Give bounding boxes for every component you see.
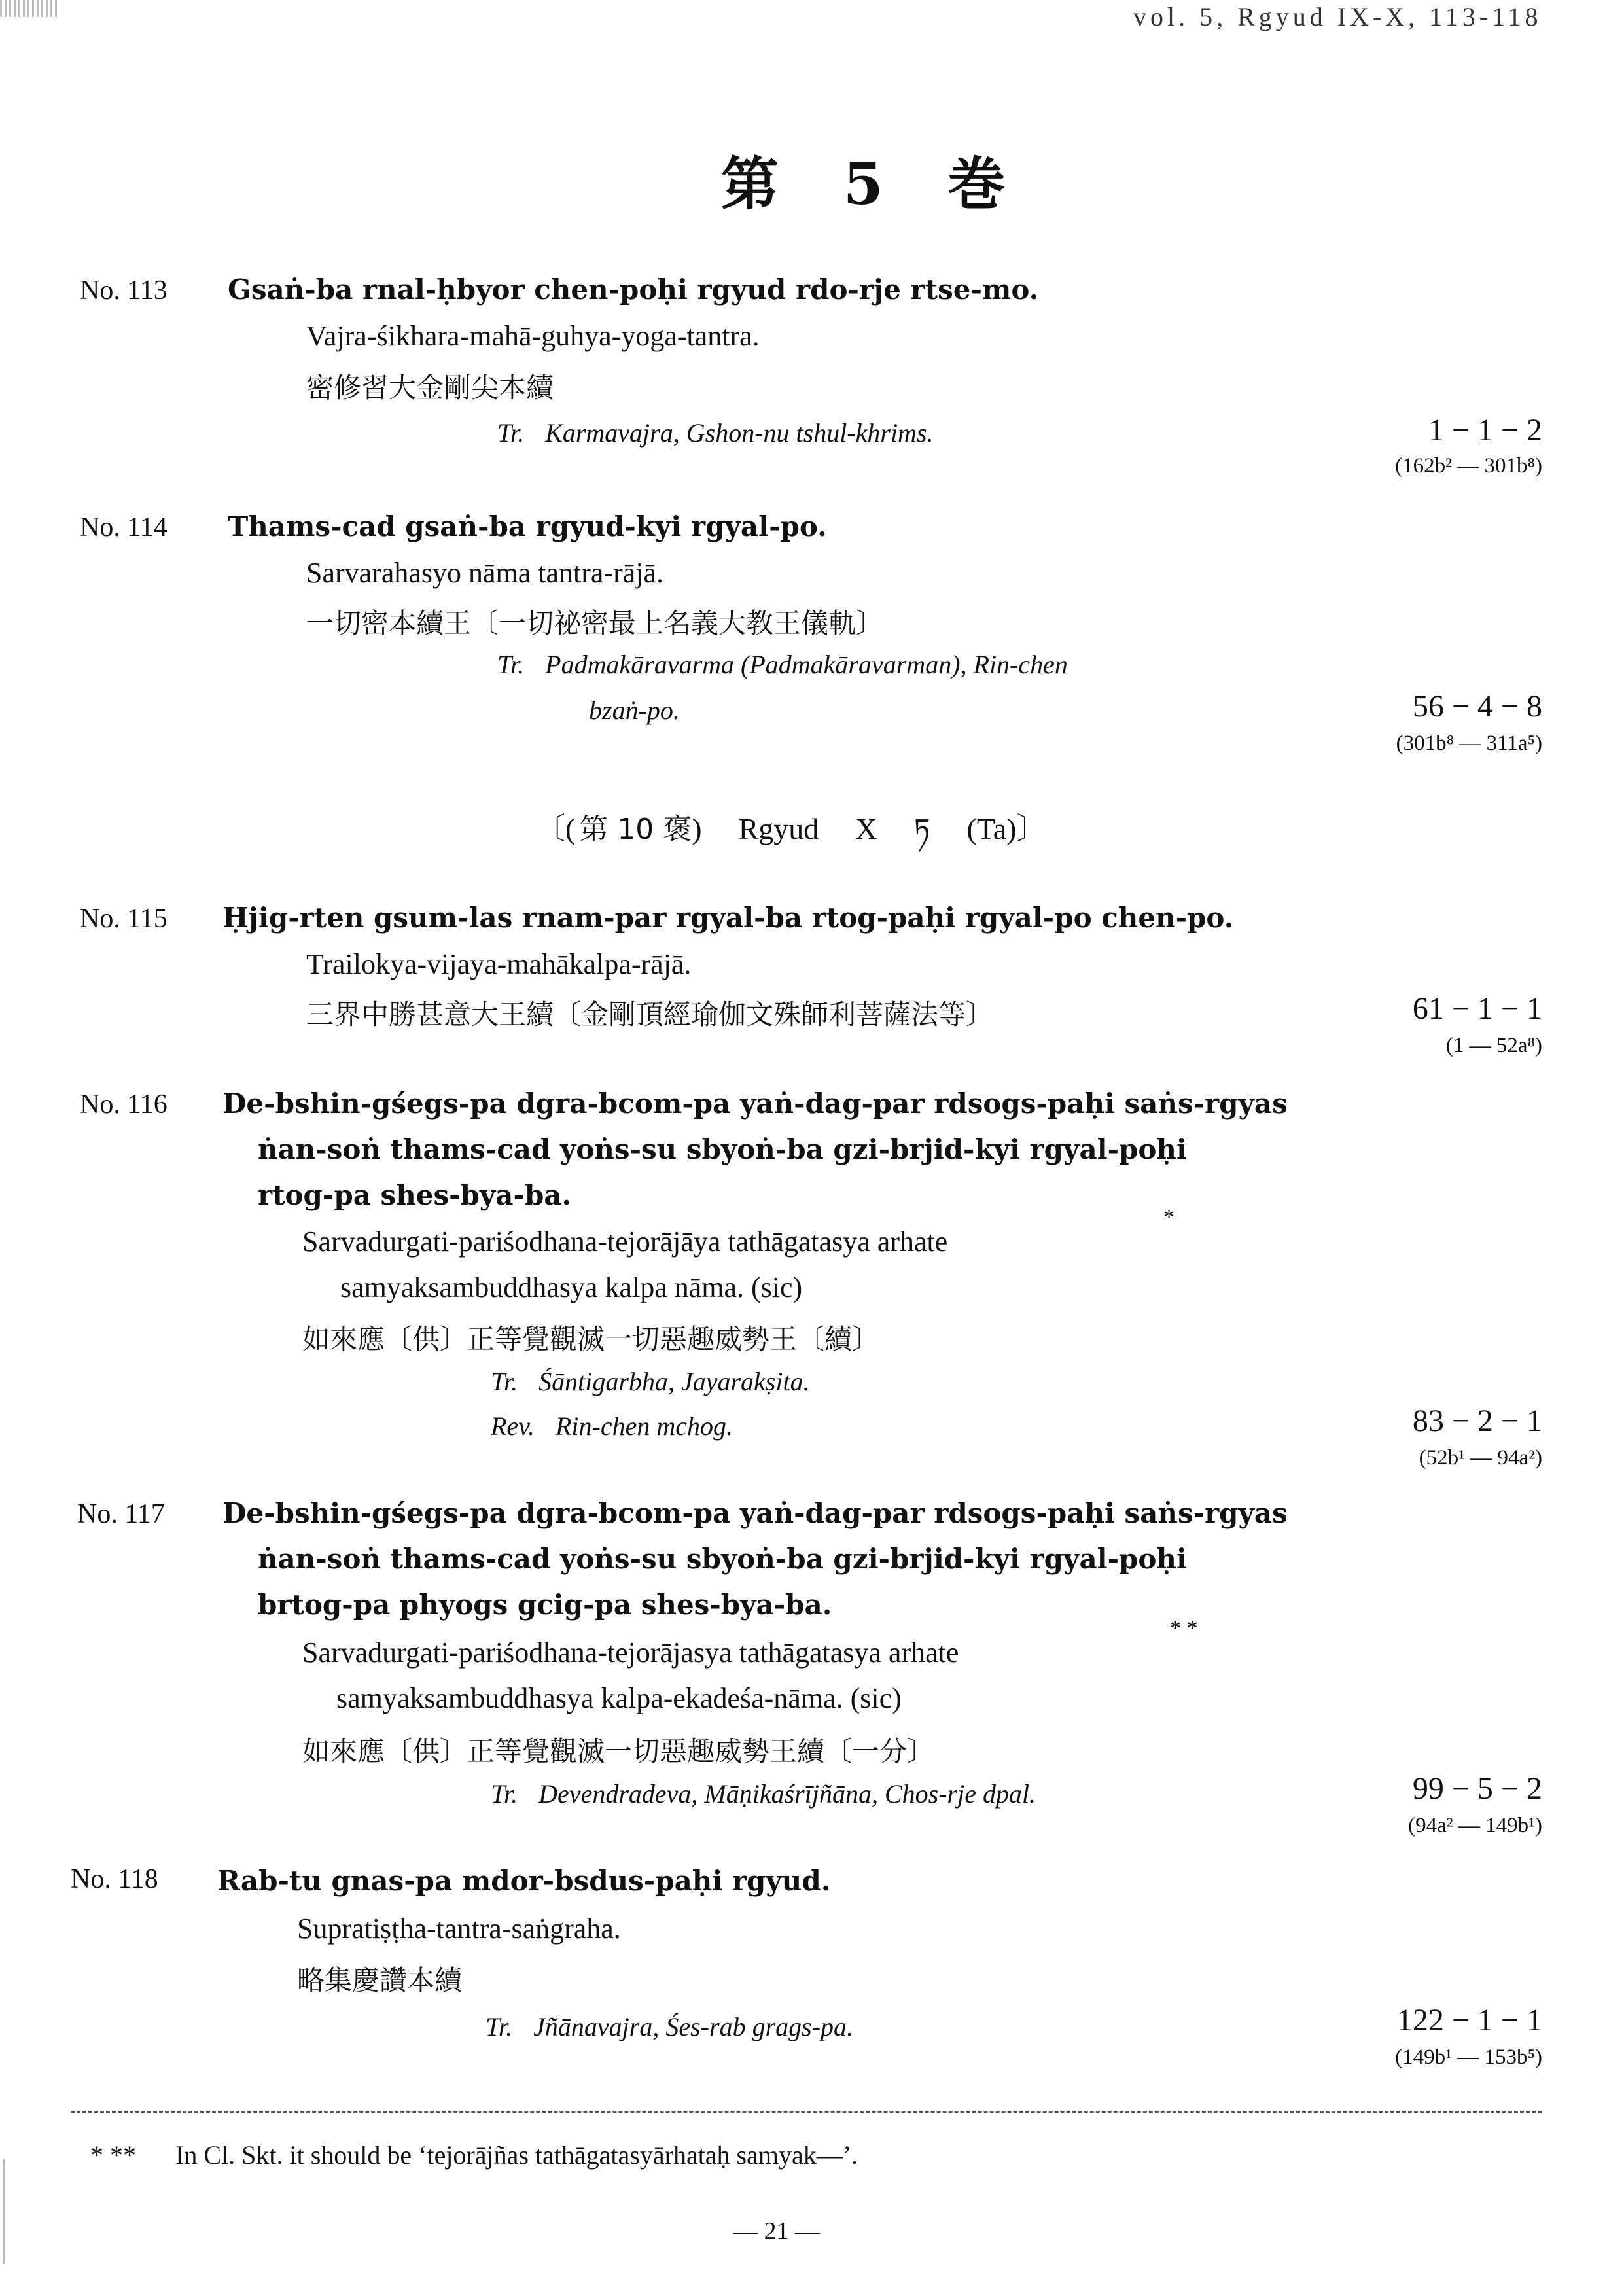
translator-names: Karmavajra, Gshon-nu tshul-khrims. — [545, 418, 934, 448]
reviser-name: Rin-chen mchog. — [555, 1411, 733, 1441]
entry-folio: (149b¹ — 153b⁵) — [1395, 2045, 1542, 2069]
entry-reference: 83 − 2 − 1 — [1412, 1404, 1542, 1438]
entry-chinese-title: 密修習大金剛尖本續 — [306, 372, 554, 404]
entry-reference: 99 − 5 − 2 — [1412, 1771, 1542, 1806]
entry-sanskrit-title: Supratiṣṭha-tantra-saṅgraha. — [297, 1913, 621, 1945]
entry-reference: 1 − 1 − 2 — [1428, 413, 1542, 448]
margin-artifact — [3, 2159, 5, 2264]
footnote-rule — [71, 2111, 1542, 2113]
entry-reference: 56 − 4 − 8 — [1412, 689, 1542, 724]
entry-sanskrit-title: Sarvadurgati-pariśodhana-tejorājāya tathāgatasya arhate — [302, 1226, 948, 1258]
entry-folio: (94a² — 149b¹) — [1408, 1814, 1542, 1837]
translator-prefix: Tr. — [491, 1779, 518, 1809]
entry-tibetan-title-continued: ṅan-soṅ thams-cad yoṅs-su sbyoṅ-ba gzi-brjid-kyi rgyal-poḥi — [258, 1133, 1187, 1165]
running-header: vol. 5, Rgyud IX-X, 113-118 — [1133, 2, 1542, 31]
translator-prefix: Tr. — [497, 418, 525, 448]
entry-sanskrit-title: Sarvadurgati-pariśodhana-tejorājasya tathāgatasya arhate — [302, 1636, 959, 1669]
page-number: — 21 — — [733, 2217, 820, 2245]
section-bracket-open: 〔( — [535, 812, 576, 845]
entry-reference: 61 − 1 − 1 — [1412, 991, 1542, 1026]
entry-number: No. 118 — [71, 1864, 158, 1894]
entry-number: No. 115 — [80, 904, 168, 934]
section-tibetan-letter: ཏ — [913, 813, 930, 846]
entry-chinese-title: 如來應〔供〕正等覺觀滅一切惡趣威勢王續〔一分〕 — [302, 1735, 935, 1767]
entry-tibetan-title-continued: ṅan-soṅ thams-cad yoṅs-su sbyoṅ-ba gzi-brjid-kyi rgyal-poḥi — [258, 1543, 1187, 1575]
entry-chinese-title: 三界中勝甚意大王續〔金剛頂經瑜伽文殊師利菩薩法等〕 — [306, 998, 994, 1031]
section-letter-name: (Ta) — [966, 812, 1017, 845]
entry-folio: (301b⁸ — 311a⁵) — [1396, 732, 1542, 755]
entry-translators — [491, 1778, 1036, 1809]
entry-reviser — [491, 1411, 733, 1441]
entry-tibetan-title: Ḥjig-rten gsum-las rnam-par rgyal-ba rtog-paḥi rgyal-po chen-po. — [222, 902, 1234, 934]
entry-sanskrit-title: Trailokya-vijaya-mahākalpa-rājā. — [306, 948, 692, 980]
translator-prefix: Tr. — [491, 1367, 518, 1396]
entry-sanskrit-title-continued: samyaksambuddhasya kalpa-ekadeśa-nāma. (sic) — [336, 1682, 902, 1714]
entry-number: No. 114 — [80, 512, 168, 542]
entry-folio: (162b² — 301b⁸) — [1395, 454, 1542, 478]
entry-translators — [485, 2011, 853, 2042]
entry-tibetan-title: De-bshin-gśegs-pa dgra-bcom-pa yaṅ-dag-par rdsogs-paḥi saṅs-rgyas — [222, 1087, 1288, 1120]
translator-names: Padmakāravarma (Padmakāravarman), Rin-chen — [545, 650, 1068, 679]
section-bracket-close: 〕 — [1016, 812, 1047, 845]
footnote-mark: * — [1163, 1205, 1174, 1229]
entry-sanskrit-title: Sarvarahasyo nāma tantra-rājā. — [306, 557, 664, 589]
entry-folio: (52b¹ — 94a²) — [1419, 1446, 1542, 1470]
entry-translators — [491, 1366, 810, 1397]
section-volume-cjk: 第 10 褒 — [579, 813, 692, 846]
entry-number: No. 113 — [80, 275, 168, 306]
entry-number: No. 116 — [80, 1089, 168, 1120]
entry-translators-continued: bzaṅ-po. — [589, 696, 680, 725]
footnote-text: In Cl. Skt. it should be ‘tejorājñas tathāgatasyārhataḥ samyak—’. — [175, 2140, 858, 2170]
translator-names: Śāntigarbha, Jayarakṣita. — [538, 1367, 810, 1396]
entry-tibetan-title-continued: brtog-pa phyogs gcig-pa shes-bya-ba. — [258, 1589, 832, 1621]
entry-sanskrit-title: Vajra-śikhara-mahā-guhya-yoga-tantra. — [306, 320, 760, 352]
translator-prefix: Tr. — [485, 2012, 513, 2041]
entry-chinese-title: 如來應〔供〕正等覺觀滅一切惡趣威勢王〔續〕 — [302, 1323, 880, 1355]
entry-chinese-title: 略集慶讚本續 — [297, 1964, 463, 1996]
entry-translators — [497, 649, 1068, 680]
entry-tibetan-title-continued: rtog-pa shes-bya-ba. — [258, 1179, 572, 1211]
footnote-marks: * ** — [90, 2140, 136, 2170]
section-paren-close: ) — [692, 812, 702, 845]
entry-tibetan-title: Rab-tu gnas-pa mdor-bsdus-paḥi rgyud. — [217, 1865, 831, 1897]
entry-sanskrit-title-continued: samyaksambuddhasya kalpa nāma. (sic) — [340, 1271, 803, 1303]
entry-translators — [497, 417, 934, 448]
entry-tibetan-title: De-bshin-gśegs-pa dgra-bcom-pa yaṅ-dag-par rdsogs-paḥi saṅs-rgyas — [222, 1497, 1288, 1529]
entry-number: No. 117 — [77, 1499, 165, 1529]
section-divider — [535, 797, 1047, 878]
entry-tibetan-title: Gsaṅ-ba rnal-ḥbyor chen-poḥi rgyud rdo-rje rtse-mo. — [228, 274, 1039, 306]
translator-names: Devendradeva, Māṇikaśrījñāna, Chos-rje dpal. — [538, 1779, 1036, 1809]
section-label: Rgyud — [738, 812, 819, 845]
footnote-mark: * * — [1170, 1616, 1198, 1640]
entry-folio: (1 — 52a⁸) — [1445, 1034, 1542, 1057]
entry-tibetan-title: Thams-cad gsaṅ-ba rgyud-kyi rgyal-po. — [228, 510, 827, 542]
translator-prefix: Tr. — [497, 650, 525, 679]
volume-title: 第 5 巻 — [721, 150, 1028, 218]
scan-artifact — [0, 0, 58, 17]
section-numeral: X — [855, 812, 877, 845]
entry-reference: 122 − 1 − 1 — [1396, 2003, 1542, 2038]
reviser-prefix: Rev. — [491, 1411, 535, 1441]
entry-chinese-title: 一切密本續王〔一切祕密最上名義大教王儀軌〕 — [306, 607, 884, 639]
translator-names: Jñānavajra, Śes-rab grags-pa. — [533, 2012, 854, 2041]
